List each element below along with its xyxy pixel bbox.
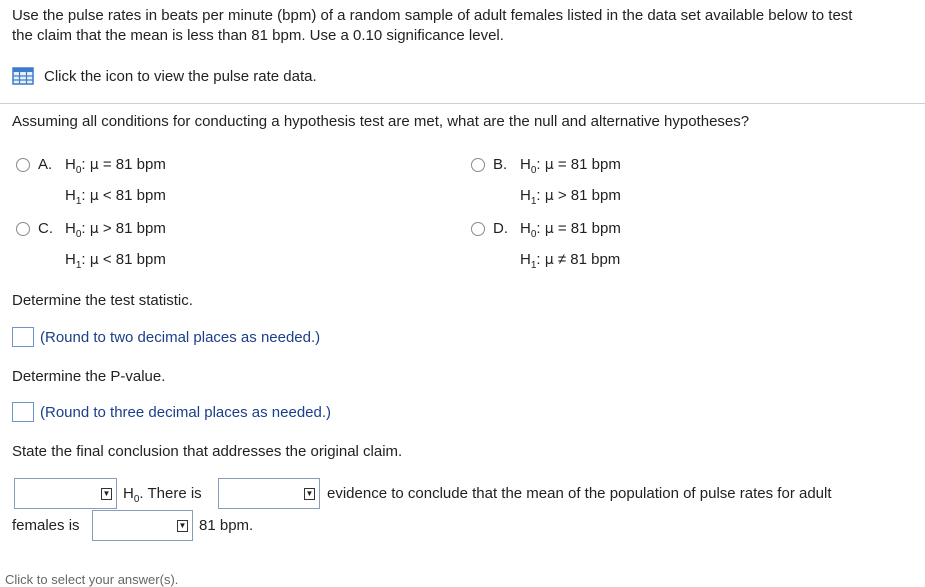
divider [0, 103, 925, 104]
option-c-h0-symbol: > [102, 220, 112, 237]
option-b-letter: B. [493, 156, 508, 173]
dropdown-arrow-icon[interactable]: ▼ [305, 488, 314, 498]
test-statistic-input[interactable] [12, 327, 34, 347]
footer-note: Click to select your answer(s). [5, 572, 179, 587]
option-a-h1-value: 81 bpm [115, 187, 166, 204]
option-c[interactable]: C. $H_0$: μ > 81 bpm $H_1$: μ < 81 bpm [16, 220, 166, 278]
option-b-h0-value: 81 bpm [570, 156, 621, 173]
option-d-h1-symbol: ≠ [557, 251, 567, 268]
option-d[interactable]: D. $H_0$: μ = 81 bpm $H_1$: μ ≠ 81 bpm [471, 220, 621, 278]
radio-c[interactable] [16, 222, 30, 236]
option-b-h1-symbol: > [557, 187, 567, 204]
dropdown-arrow-icon[interactable]: ▼ [178, 520, 187, 530]
problem-line-2: the claim that the mean is less than 81 bpm. Use a 0.10 significance level. [12, 27, 504, 44]
data-table-icon[interactable] [12, 67, 34, 85]
option-d-letter: D. [493, 220, 508, 237]
test-statistic-prompt: Determine the test statistic. [12, 292, 193, 309]
radio-d[interactable] [471, 222, 485, 236]
option-d-h0-value: 81 bpm [570, 220, 621, 237]
option-c-letter: C. [38, 220, 53, 237]
test-statistic-note: (Round to two decimal places as needed.) [40, 328, 321, 346]
option-b-h1-value: 81 bpm [570, 187, 621, 204]
evidence-level-select[interactable] [218, 478, 320, 509]
option-a-h1-symbol: < [102, 187, 112, 204]
option-a-h0-value: 81 bpm [115, 156, 166, 173]
comparison-select[interactable] [92, 510, 193, 541]
conclusion-prompt: State the final conclusion that addresses the original claim. [12, 443, 403, 460]
option-b-h0-symbol: = [557, 156, 567, 173]
option-c-h1-symbol: < [102, 251, 112, 268]
females-is-text: females is [12, 517, 80, 534]
hypotheses-question: Assuming all conditions for conducting a hypothesis test are met, what are the null and alternative hypotheses? [12, 113, 750, 130]
option-d-h1-value: 81 bpm [570, 251, 621, 268]
evidence-text: evidence to conclude that the mean of the population of pulse rates for adult [327, 485, 832, 502]
radio-a[interactable] [16, 158, 30, 172]
option-c-h1-value: 81 bpm [115, 251, 166, 268]
problem-line-1: Use the pulse rates in beats per minute (bpm) of a random sample of adult females listed in the data set available below to test [12, 7, 853, 24]
option-a-letter: A. [38, 156, 53, 173]
radio-b[interactable] [471, 158, 485, 172]
p-value-note: (Round to three decimal places as needed.) [40, 403, 332, 421]
option-a-h0-symbol: = [102, 156, 112, 173]
data-link[interactable] [12, 66, 317, 86]
p-value-input[interactable] [12, 402, 34, 422]
p-value-prompt: Determine the P-value. [12, 368, 166, 385]
data-link-label[interactable]: Click the icon to view the pulse rate data. [44, 67, 317, 85]
dropdown-arrow-icon[interactable]: ▼ [102, 488, 111, 498]
problem-statement [12, 6, 922, 46]
reject-decision-select[interactable] [14, 478, 117, 509]
bpm-text: 81 bpm. [199, 517, 254, 534]
option-c-h0-value: 81 bpm [115, 220, 166, 237]
h0-there-is-text: $H_0$. There is [123, 485, 202, 505]
option-d-h0-symbol: = [557, 220, 567, 237]
option-a[interactable]: A. $H_0$: μ = 81 bpm $H_1$: μ < 81 bpm [16, 156, 166, 214]
option-b[interactable]: B. $H_0$: μ = 81 bpm $H_1$: μ > 81 bpm [471, 156, 621, 214]
